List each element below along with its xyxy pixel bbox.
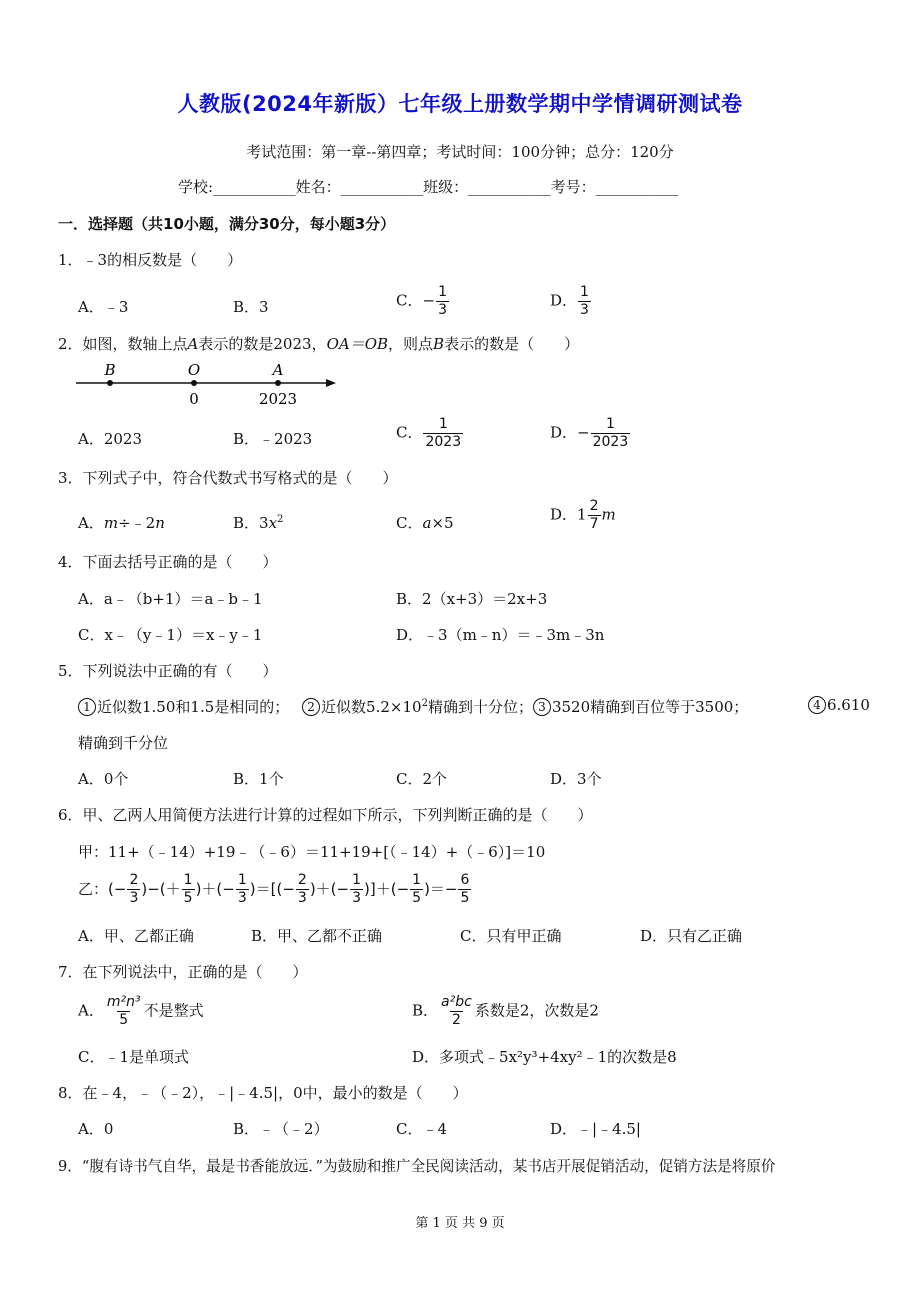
q6-yi: 乙：(− $\frac{2}{3}$ )−(＋ $\frac{1}{5}$ )＋(− $\frac{1}{3}$ )＝[(− $\frac{2}{3}$ )＋(− $\frac{1}{3}$ )]＋(− $\frac{1}{5}$ )＝− $\frac{6}{5}$ xyxy=(78,872,470,906)
q5-stem: 5．下列说法中正确的有（ ） xyxy=(58,662,278,680)
section-heading: 一．选择题（共10小题，满分30分，每小题3分） xyxy=(58,215,396,233)
q2-option-c[interactable]: C． $\frac{1}{2023}$ xyxy=(396,416,462,450)
point-o xyxy=(191,380,197,386)
q1-stem: 1．﹣3的相反数是（ ） xyxy=(58,251,243,269)
class-label: 班级： xyxy=(423,178,469,196)
q4-option-c[interactable]: C．x﹣（y﹣1）＝x﹣y﹣1 xyxy=(78,626,263,644)
exam-info: 考试范围：第一章--第四章；考试时间：100分钟；总分：120分 xyxy=(246,143,674,161)
q6-jia: 甲：11+（﹣14）+19﹣（﹣6）＝11+19+[（﹣14）+（﹣6）]＝10 xyxy=(78,843,546,861)
q1-option-b[interactable]: B．3 xyxy=(233,298,269,316)
q6-option-c[interactable]: C．只有甲正确 xyxy=(460,927,562,945)
q5-option-d[interactable]: D．3个 xyxy=(550,770,602,788)
circled-1: 1 xyxy=(78,698,96,716)
point-b xyxy=(107,380,113,386)
name-blank[interactable]: ___________ xyxy=(340,178,424,196)
q4-option-d[interactable]: D．﹣3（m﹣n）＝﹣3m﹣3n xyxy=(396,626,605,644)
q8-stem: 8．在﹣4，﹣（﹣2），﹣|﹣4.5|，0中，最小的数是（ ） xyxy=(58,1084,468,1102)
q2-option-d[interactable]: D．− $\frac{1}{2023}$ xyxy=(550,416,629,450)
q1-option-c[interactable]: C．− $\frac{1}{3}$ xyxy=(396,284,447,318)
q5-option-a[interactable]: A．0个 xyxy=(78,770,129,788)
q5-option-b[interactable]: B．1个 xyxy=(233,770,284,788)
q5-option-c[interactable]: C．2个 xyxy=(396,770,448,788)
point-a xyxy=(275,380,281,386)
q9-stem: 9．“腹有诗书气自华，最是书香能放远．”为鼓励和推广全民阅读活动，某书店开展促销活动，促销方法是将原价 xyxy=(58,1158,776,1175)
circled-2: 2 xyxy=(302,698,320,716)
q3-stem: 3．下列式子中，符合代数式书写格式的是（ ） xyxy=(58,469,398,487)
q6-option-a[interactable]: A．甲、乙都正确 xyxy=(78,927,194,945)
label-o: O xyxy=(187,361,201,379)
q2-option-b[interactable]: B．﹣2023 xyxy=(233,430,313,448)
q5-statement-4: 4 6.610 xyxy=(808,696,870,714)
value-2023: 2023 xyxy=(258,390,298,408)
class-blank[interactable]: ___________ xyxy=(468,178,551,196)
q8-option-d[interactable]: D．﹣|﹣4.5| xyxy=(550,1120,641,1138)
q1-option-d[interactable]: D． $\frac{1}{3}$ xyxy=(550,284,589,318)
label-a: A xyxy=(272,361,284,379)
q8-option-a[interactable]: A．0 xyxy=(78,1120,114,1138)
q2-option-a[interactable]: A．2023 xyxy=(78,430,143,448)
q3-option-d[interactable]: D．1 $\frac{2}{7}$ m xyxy=(550,498,616,532)
page-footer: 第 1 页 共 9 页 xyxy=(415,1216,505,1231)
name-label: 姓名： xyxy=(295,178,341,196)
number-blank[interactable]: ___________ xyxy=(595,178,679,196)
q7-option-b[interactable]: B． $\frac{\text{a²bc}}{2}$ 系数是2，次数是2 xyxy=(412,994,599,1028)
q4-option-a[interactable]: A．a﹣（b+1）＝a﹣b﹣1 xyxy=(78,590,263,608)
student-info-line xyxy=(178,176,678,197)
q3-option-b[interactable]: B．$3x^2$ xyxy=(233,514,284,532)
number-label: 考号： xyxy=(550,178,596,196)
circled-3: 3 xyxy=(533,698,551,716)
school-blank[interactable]: ___________ xyxy=(213,178,296,196)
q7-option-d[interactable]: D．多项式﹣5x²y³+4xy²﹣1的次数是8 xyxy=(412,1048,677,1066)
q7-stem: 7．在下列说法中，正确的是（ ） xyxy=(58,963,308,981)
q8-option-b[interactable]: B．﹣（﹣2） xyxy=(233,1120,329,1138)
q8-option-c[interactable]: C．﹣4 xyxy=(396,1120,448,1138)
school-label: 学校: xyxy=(178,178,214,196)
page-title: 人教版(2024年新版）七年级上册数学期中学情调研测试卷 xyxy=(177,92,743,116)
value-zero: 0 xyxy=(189,390,199,408)
q2-stem: 2．如图，数轴上点A表示的数是2023，OA＝OB，则点B表示的数是（ ） xyxy=(58,335,580,353)
q6-option-b[interactable]: B．甲、乙都不正确 xyxy=(251,927,383,945)
q4-stem: 4．下面去括号正确的是（ ） xyxy=(58,553,278,571)
number-line-figure xyxy=(72,356,342,412)
q6-option-d[interactable]: D．只有乙正确 xyxy=(640,927,743,945)
q7-option-c[interactable]: C．﹣1是单项式 xyxy=(78,1048,190,1066)
q1-option-a[interactable]: A．﹣3 xyxy=(78,298,129,316)
q6-stem: 6．甲、乙两人用简便方法进行计算的过程如下所示，下列判断正确的是（ ） xyxy=(58,806,593,824)
number-line-arrow xyxy=(326,379,336,387)
circled-4: 4 xyxy=(808,696,826,714)
label-b: B xyxy=(104,361,116,379)
q3-option-c[interactable]: C．a×5 xyxy=(396,514,454,532)
q5-statement-4-cont: 精确到千分位 xyxy=(78,734,169,752)
q4-option-b[interactable]: B．2（x+3）＝2x+3 xyxy=(396,590,548,608)
q7-option-a[interactable]: A． $\frac{\text{m²n³}}{5}$ 不是整式 xyxy=(78,994,204,1028)
q3-option-a[interactable]: A．m÷﹣2n xyxy=(78,514,165,532)
q5-statements: 1 近似数1.50和1.5是相同的； 2 近似数$5.2\times 10^2$精确到十分位； 3 3520精确到百位等于3500； xyxy=(78,696,748,717)
